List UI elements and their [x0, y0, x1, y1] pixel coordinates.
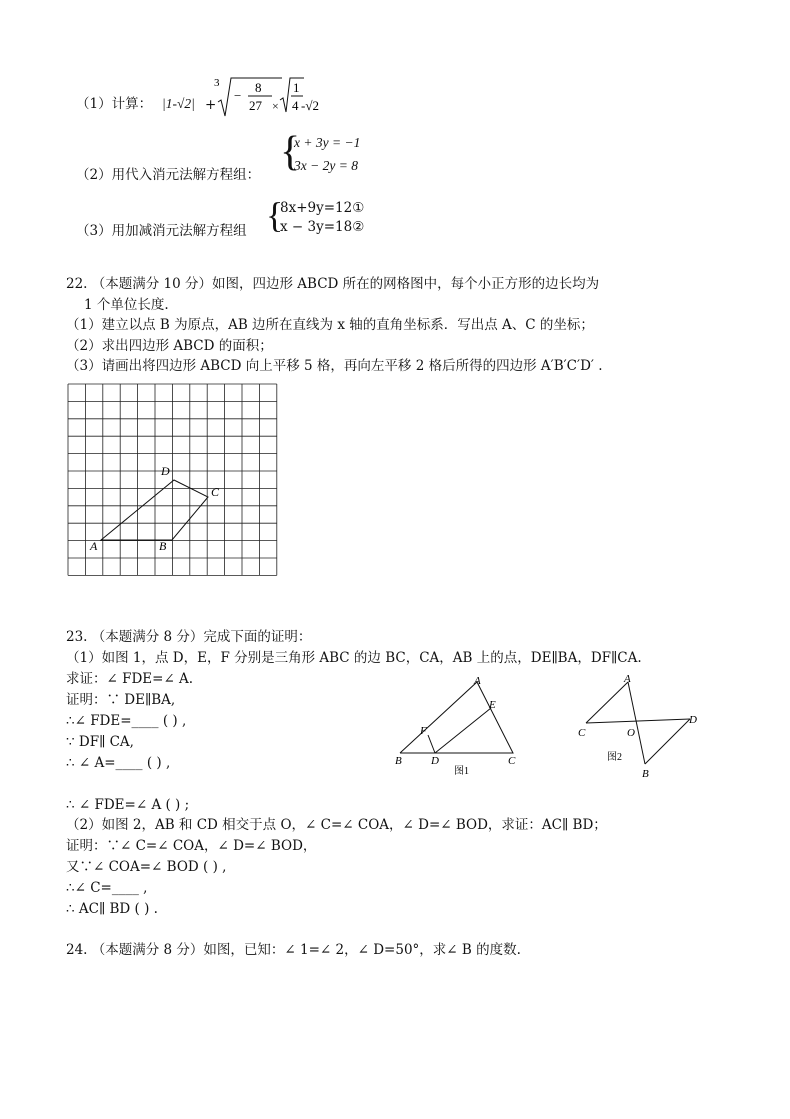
q21-part1-abs: |1-√2| [162, 96, 195, 111]
q22-sub2: （2）求出四边形 ABCD 的面积； [66, 338, 273, 354]
cbrt-den: 27 [249, 98, 262, 113]
fig1-e: E [489, 699, 496, 711]
fig1-b: B [395, 755, 402, 767]
q21-part3-label: （3）用加减消元法解方程组 [76, 223, 247, 239]
fig2-b: B [642, 768, 649, 780]
cbrt-neg: − [234, 88, 242, 103]
fig2-o: O [627, 727, 635, 739]
fig2-caption: 图2 [607, 752, 622, 763]
label-c: C [211, 485, 220, 499]
segment-db [645, 719, 690, 764]
sqrt-num: 1 [293, 80, 300, 95]
label-a: A [90, 539, 98, 553]
fig1-c: C [508, 755, 516, 767]
q21-part3-eq2: x − 3y=18② [280, 219, 365, 235]
q23-proof2-l1: 证明：∵∠ C=∠ COA，∠ D=∠ BOD， [66, 838, 317, 854]
q23-part2: （2）如图 2，AB 和 CD 相交于点 O，∠ C=∠ COA，∠ D=∠ BOD，求证：AC∥ BD； [66, 817, 607, 833]
label-d: D [161, 464, 170, 478]
q23-proof2-l4: ∴ AC∥ BD ( ) . [66, 901, 158, 917]
fig1-f: F [420, 725, 427, 737]
q21-part1-radicals [212, 72, 352, 122]
segment-ab [628, 682, 645, 764]
times: × [272, 99, 279, 113]
q23-figure2 [572, 672, 712, 782]
q23-proof1-l2: ∴∠ FDE=____ ( ) , [66, 713, 187, 729]
q23-proof1-l5: ∴ ∠ FDE=∠ A ( ) ; [66, 797, 190, 813]
q23-proof1-l1: 证明：∵ DE∥BA, [66, 692, 176, 708]
segment-cd [586, 719, 690, 723]
q21-part2-eq2: 3x − 2y = 8 [294, 158, 358, 173]
segment-ca [586, 682, 628, 723]
q22-sub1: （1）建立以点 B 为原点，AB 边所在直线为 x 轴的直角坐标系．写出点 A、C 的坐标； [66, 317, 594, 333]
segment-de [435, 708, 491, 753]
sqrt-den: 4 [292, 98, 299, 113]
q21-part2-label: （2）用代入消元法解方程组： [76, 167, 261, 183]
q23-title: 23. （本题满分 8 分）完成下面的证明： [66, 629, 312, 645]
q24-text: 24. （本题满分 8 分）如图，已知：∠ 1=∠ 2，∠ D=50°，求∠ B 的度数. [66, 942, 521, 958]
fig1-d: D [431, 755, 439, 767]
q23-proof1-l3: ∵ DF∥ CA, [66, 734, 134, 750]
q21-part2-brace: { [280, 129, 301, 175]
q21-part1-label: （1）计算： [76, 96, 153, 112]
fig2-a: A [624, 673, 631, 685]
segment-df [428, 735, 435, 753]
fig1-caption: 图1 [454, 766, 469, 777]
triangle-abc [400, 682, 513, 753]
q23-part1: （1）如图 1，点 D，E，F 分别是三角形 ABC 的边 BC，CA，AB 上的点，DE∥BA，DF∥CA. [66, 650, 642, 666]
q22-stem-line2: 1 个单位长度. [84, 297, 169, 313]
q23-prove1: 求证：∠ FDE=∠ A. [66, 671, 194, 687]
cbrt-index: 3 [214, 77, 220, 89]
grid-lines [68, 384, 277, 575]
fig2-d: D [689, 714, 697, 726]
q23-proof1-l4: ∴ ∠ A=____ ( ) , [66, 755, 171, 771]
label-b: B [159, 539, 167, 553]
q22-stem-line1: 22. （本题满分 10 分）如图，四边形 ABCD 所在的网格图中，每个小正方形的边长均为 [66, 276, 600, 292]
tail: -√2 [301, 98, 319, 113]
q21-part1-plus: + [205, 97, 217, 113]
q22-grid-figure [67, 383, 282, 579]
q23-figure1 [390, 672, 540, 782]
q22-sub3: （3）请画出将四边形 ABCD 向上平移 5 格，再向左平移 2 格后所得的四边形 A′B′C′D′ . [66, 358, 603, 374]
q21-part3-eq1: 8x+9y=12① [280, 200, 365, 216]
fig2-c: C [578, 727, 586, 739]
q21-part2-eq1: x + 3y = −1 [294, 135, 361, 150]
cbrt-num: 8 [255, 80, 262, 95]
q23-proof2-l3: ∴∠ C=____ , [66, 880, 148, 896]
fig1-a: A [474, 675, 481, 687]
quadrilateral-abcd [101, 480, 208, 540]
q21-part3-brace: { [266, 195, 284, 235]
q23-proof2-l2: 又∵∠ COA=∠ BOD ( ) , [66, 859, 227, 875]
